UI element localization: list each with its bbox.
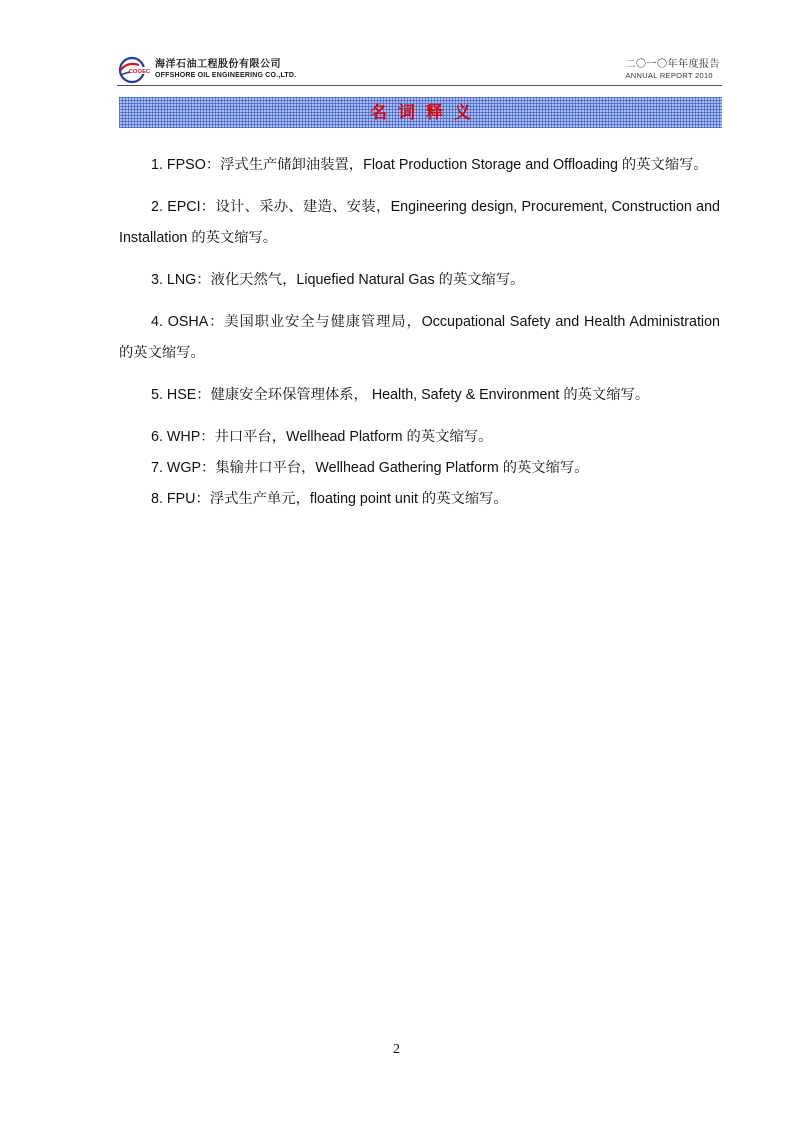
report-title-en: ANNUAL REPORT 2010 xyxy=(625,71,713,80)
cnooc-logo-icon xyxy=(117,56,151,84)
company-name-en: OFFSHORE OIL ENGINEERING CO.,LTD. xyxy=(155,72,297,79)
section-banner xyxy=(119,97,722,128)
page-header xyxy=(117,54,720,84)
glossary-item-lng: 3. LNG：液化天然气，Liquefied Natural Gas 的英文缩写。 xyxy=(151,272,525,288)
glossary-item-whp: 6. WHP：井口平台，Wellhead Platform 的英文缩写。 xyxy=(151,429,493,445)
company-name-cn: 海洋石油工程股份有限公司 xyxy=(155,59,281,70)
header-divider xyxy=(117,85,722,86)
glossary-item-epci: 2. EPCI：设计、采办、建造、安装，Engineering design, Procurement, Construction and Installation 的英文缩写。 xyxy=(119,199,720,246)
glossary-item-osha: 4. OSHA：美国职业安全与健康管理局，Occupational Safety and Health Administration 的英文缩写。 xyxy=(119,314,720,361)
company-name xyxy=(155,59,296,81)
report-title-cn: 二〇一〇年年度报告 xyxy=(625,59,720,70)
glossary-item-fpu: 8. FPU：浮式生产单元，floating point unit 的英文缩写。 xyxy=(151,491,508,507)
section-title: 名词释义 xyxy=(370,102,482,123)
logo-text: COOEC xyxy=(128,68,151,75)
page-number: 2 xyxy=(393,1042,400,1057)
glossary-item-fpso: 1. FPSO：浮式生产储卸油装置，Float Production Storage and Offloading 的英文缩写。 xyxy=(151,157,708,173)
glossary-item-hse: 5. HSE：健康安全环保管理体系， Health, Safety & Environment 的英文缩写。 xyxy=(151,387,650,403)
report-title xyxy=(626,59,721,81)
glossary-list xyxy=(119,150,720,515)
glossary-item-wgp: 7. WGP：集输井口平台，Wellhead Gathering Platform 的英文缩写。 xyxy=(151,460,589,476)
